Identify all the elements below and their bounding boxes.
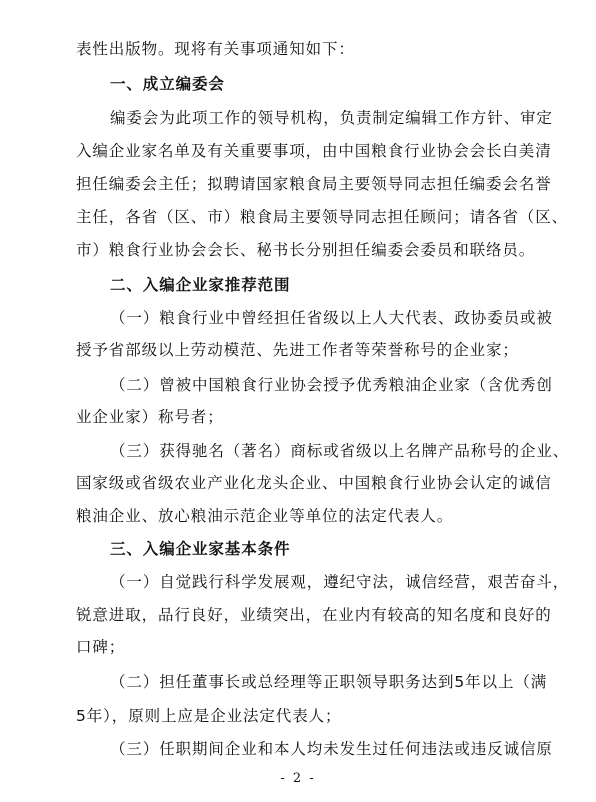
list-item-line: （三）获得驰名（著名）商标或省级以上名牌产品称号的企业、 — [110, 442, 570, 460]
list-item-line: （二）担任董事长或总经理等正职领导职务达到5年以上（满 — [110, 673, 548, 691]
paragraph-line: 担任编委会主任；拟聘请国家粮食局主要领导同志担任编委会名誉 — [76, 174, 552, 193]
section-heading-3: 三、入编企业家基本条件 — [110, 540, 291, 559]
list-item-line: （三）任职期间企业和本人均未发生过任何违法或违反诚信原 — [110, 740, 553, 759]
list-item-line: 粮油企业、放心粮油示范企业等单位的法定代表人。 — [76, 506, 454, 525]
paragraph-line: 编委会为此项工作的领导机构，负责制定编辑工作方针、审定 — [110, 109, 553, 128]
text-line-intro: 表性出版物。现将有关事项通知如下： — [76, 40, 355, 59]
paragraph-line: 主任，各省（区、市）粮食局主要领导同志担任顾问；请各省（区、 — [76, 207, 569, 226]
list-item-line: 锐意进取，品行良好，业绩突出，在业内有较高的知名度和良好的 — [76, 605, 552, 624]
section-heading-1: 一、成立编委会 — [110, 74, 225, 93]
list-item-line: 口碑； — [76, 637, 126, 656]
paragraph-line: 市）粮食行业协会会长、秘书长分别担任编委会委员和联络员。 — [76, 241, 536, 260]
list-item-line: 授予省部级以上劳动模范、先进工作者等荣誉称号的企业家； — [76, 341, 519, 360]
list-item-line: （二）曾被中国粮食行业协会授予优秀粮油企业家（含优秀创 — [110, 375, 553, 394]
list-item-line: （一）粮食行业中曾经担任省级以上人大代表、政协委员或被 — [110, 309, 553, 328]
page-number: - 2 - — [280, 771, 316, 786]
section-heading-2: 二、入编企业家推荐范围 — [110, 275, 291, 294]
list-item-line: 国家级或省级农业产业化龙头企业、中国粮食行业协会认定的诚信 — [76, 473, 552, 492]
list-item-line: 业企业家）称号者； — [76, 407, 224, 426]
paragraph-line: 入编企业家名单及有关重要事项，由中国粮食行业协会会长白美清 — [76, 142, 552, 161]
list-item-line: （一）自觉践行科学发展观，遵纪守法，诚信经营，艰苦奋斗， — [110, 573, 570, 592]
list-item-line: 5年），原则上应是企业法定代表人； — [76, 706, 342, 725]
